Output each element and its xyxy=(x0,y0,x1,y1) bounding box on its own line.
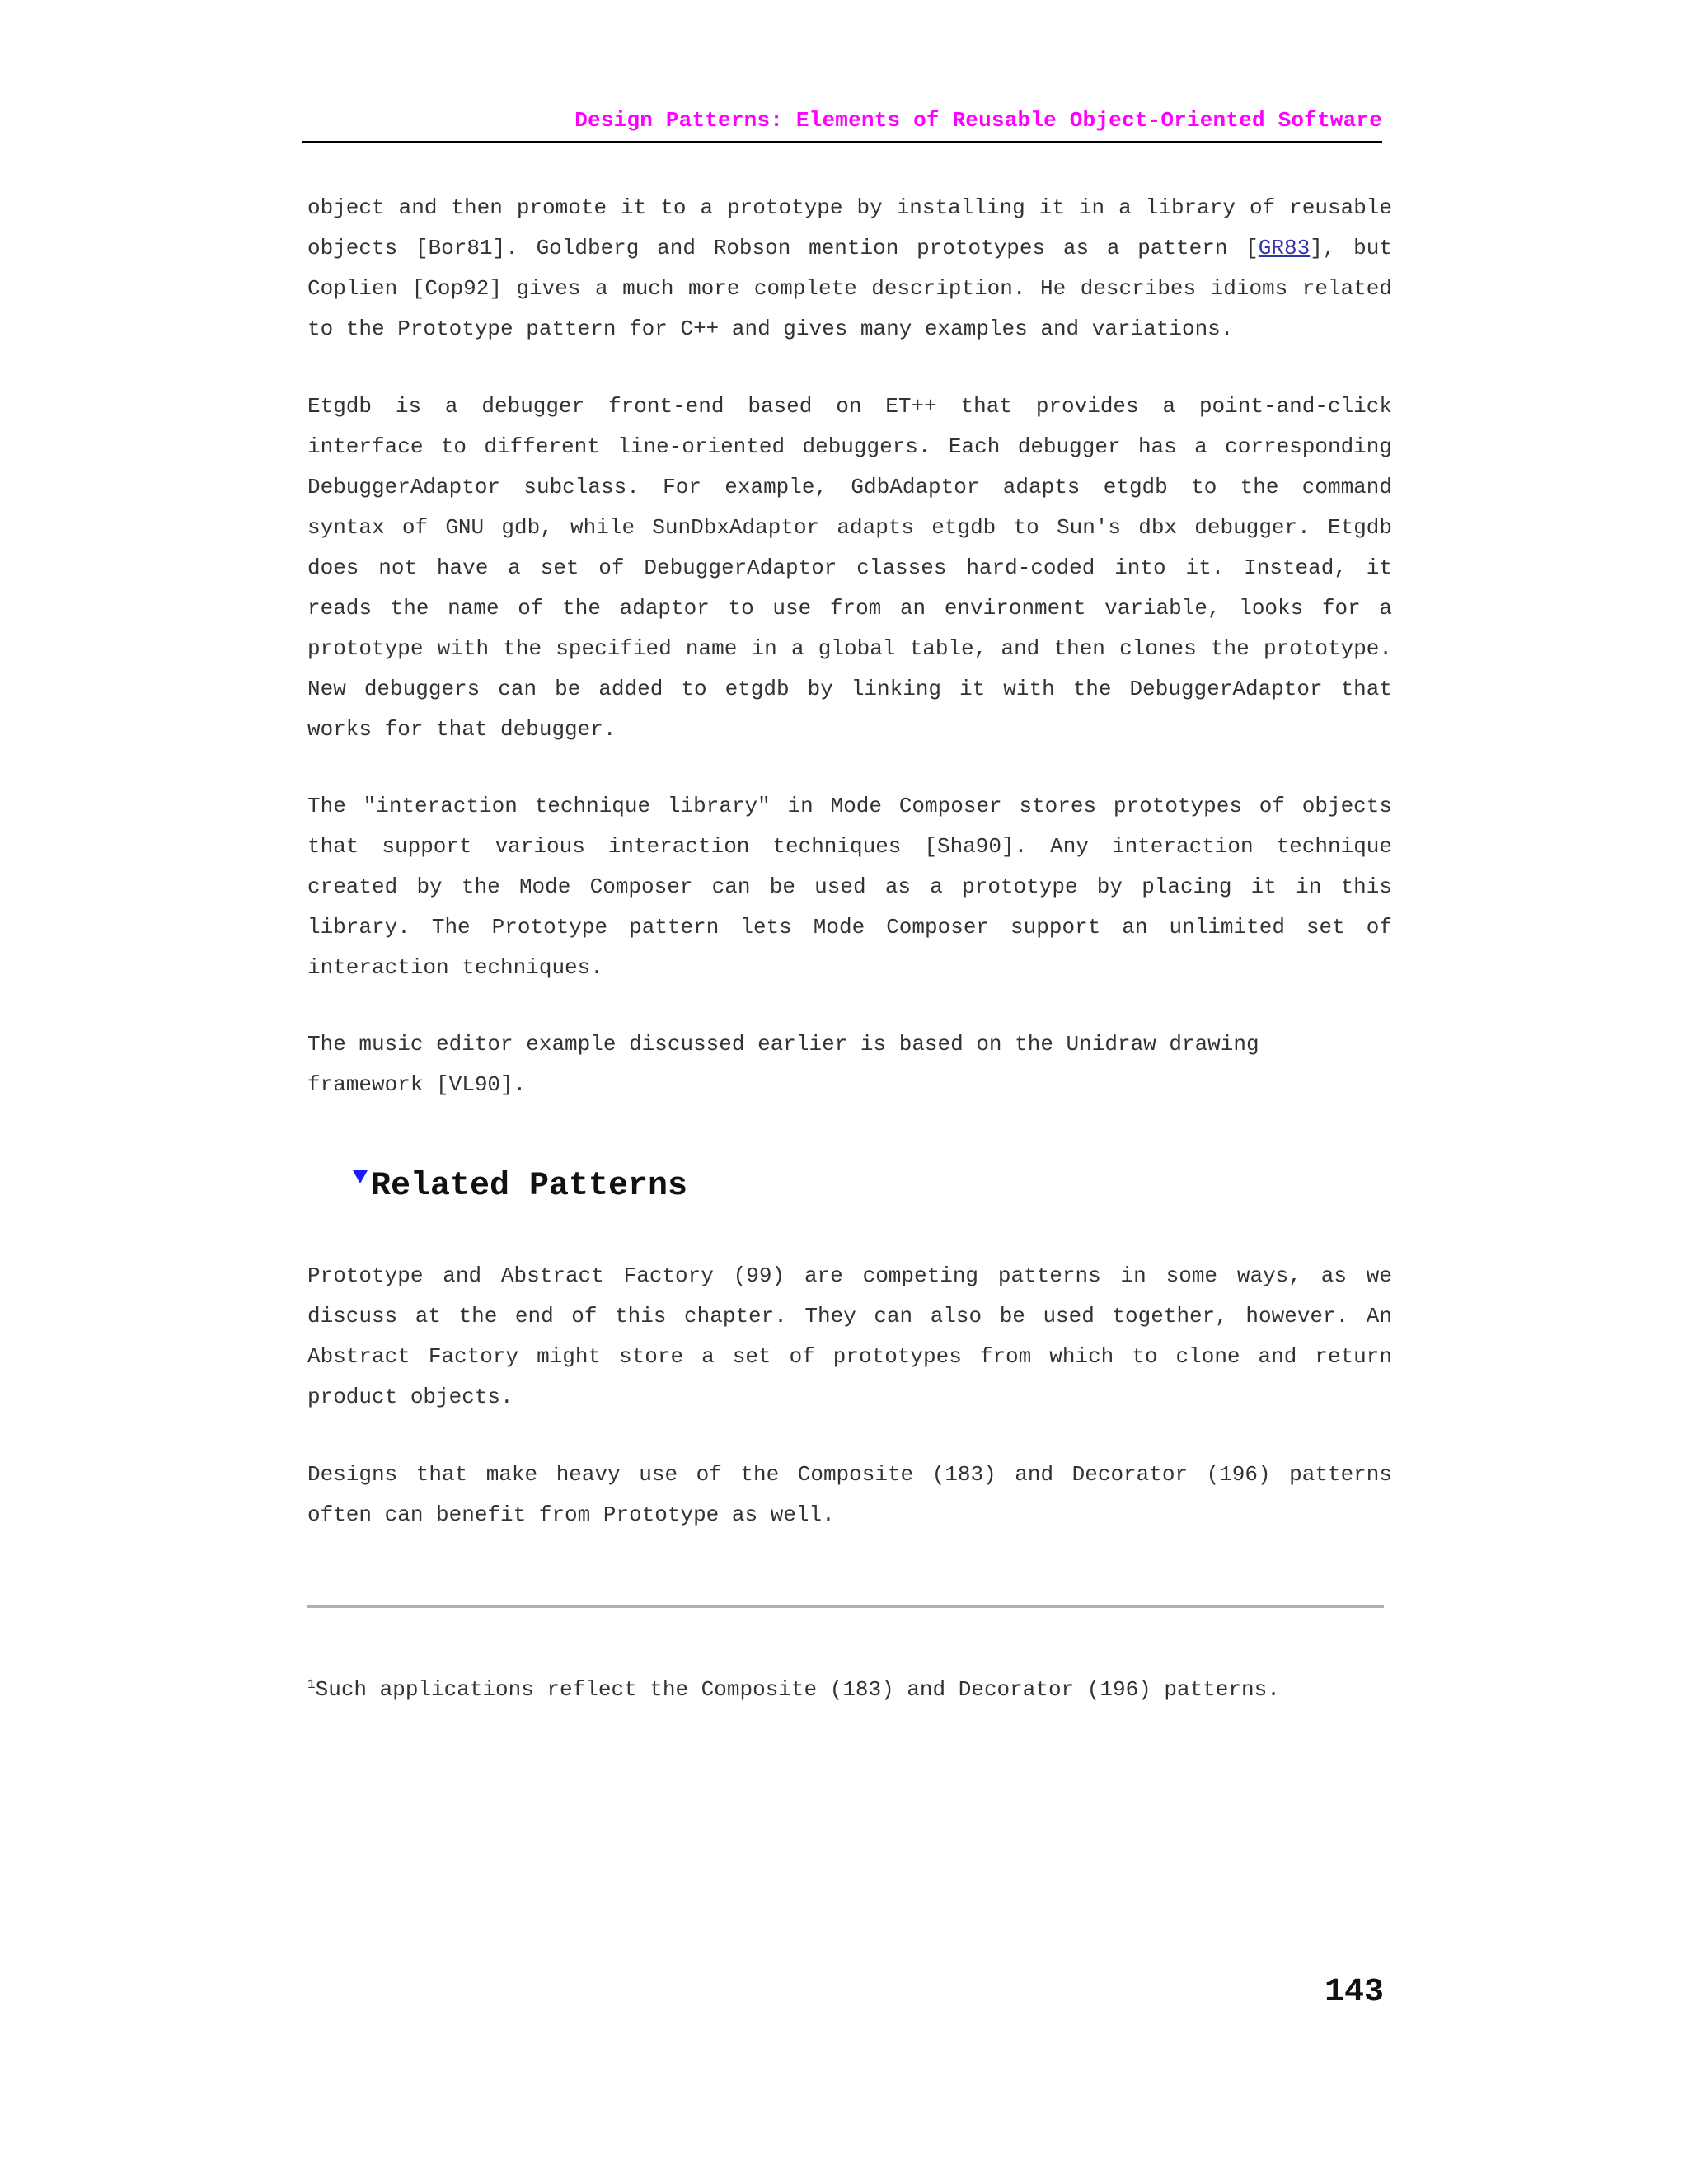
text-line: Designs that make heavy use of the Composite (183) and Decorator (196) patterns xyxy=(307,1462,1392,1487)
text-line: interaction techniques. xyxy=(307,955,603,980)
text-line: interface to different line-oriented debuggers. Each debugger has a corresponding xyxy=(307,434,1392,459)
text-line: Abstract Factory might store a set of prototypes from which to clone and return xyxy=(307,1344,1392,1369)
text-line: DebuggerAdaptor subclass. For example, GdbAdaptor adapts etgdb to the command xyxy=(307,475,1392,499)
text-segment: objects [Bor81]. Goldberg and Robson mention prototypes as a pattern [ xyxy=(307,236,1259,260)
text-line: framework [VL90]. xyxy=(307,1072,527,1097)
text-line: product objects. xyxy=(307,1385,513,1409)
paragraph-composite-decorator xyxy=(307,1455,1392,1535)
paragraph-etgdb xyxy=(307,387,1392,750)
footnote xyxy=(307,1673,1280,1706)
footnote-text: Such applications reflect the Composite (183) and Decorator (196) patterns. xyxy=(315,1677,1280,1702)
section-heading-text: Related Patterns xyxy=(371,1168,688,1205)
text-line: Etgdb is a debugger front-end based on ET++ that provides a point-and-click xyxy=(307,394,1392,419)
text-line: object and then promote it to a prototype by installing it in a library of reusable xyxy=(307,195,1392,220)
text-line: prototype with the specified name in a global table, and then clones the prototype. xyxy=(307,636,1392,661)
reference-link-gr83[interactable]: GR83 xyxy=(1258,236,1311,260)
text-line: syntax of GNU gdb, while SunDbxAdaptor adapts etgdb to Sun's dbx debugger. Etgdb xyxy=(307,515,1392,540)
paragraph-abstract-factory xyxy=(307,1256,1392,1418)
page-number: 143 xyxy=(1324,1974,1384,2011)
running-header-title: Design Patterns: Elements of Reusable Object-Oriented Software xyxy=(574,108,1382,133)
section-heading-related-patterns xyxy=(353,1164,687,1210)
text-line: discuss at the end of this chapter. They can also be used together, however. An xyxy=(307,1304,1392,1329)
text-line: created by the Mode Composer can be used as a prototype by placing it in this xyxy=(307,874,1392,899)
paragraph-music-editor xyxy=(307,1024,1392,1105)
text-line: New debuggers can be added to etgdb by linking it with the DebuggerAdaptor that xyxy=(307,677,1392,701)
text-line: that support various interaction techniques [Sha90]. Any interaction technique xyxy=(307,834,1392,859)
paragraph-mode-composer xyxy=(307,786,1392,988)
text-line: often can benefit from Prototype as well. xyxy=(307,1502,835,1527)
text-line: The music editor example discussed earlier is based on the Unidraw drawing xyxy=(307,1032,1259,1057)
text-line: does not have a set of DebuggerAdaptor classes hard-coded into it. Instead, it xyxy=(307,555,1392,580)
footnote-divider xyxy=(307,1605,1384,1608)
text-line: to the Prototype pattern for C++ and gives many examples and variations. xyxy=(307,316,1234,341)
text-line: works for that debugger. xyxy=(307,717,617,742)
text-segment: ], but xyxy=(1310,236,1392,260)
triangle-down-icon[interactable] xyxy=(353,1170,368,1183)
text-line: Prototype and Abstract Factory (99) are competing patterns in some ways, as we xyxy=(307,1263,1392,1288)
paragraph-prototype-origins xyxy=(307,188,1392,349)
text-line: The "interaction technique library" in Mode Composer stores prototypes of objects xyxy=(307,794,1392,818)
text-line-with-link xyxy=(307,228,1392,269)
text-line: reads the name of the adaptor to use from an environment variable, looks for a xyxy=(307,596,1392,621)
text-line: library. The Prototype pattern lets Mode Composer support an unlimited set of xyxy=(307,915,1392,940)
text-line: Coplien [Cop92] gives a much more complete description. He describes idioms related xyxy=(307,276,1392,301)
header-rule xyxy=(302,141,1382,143)
footnote-marker: 1 xyxy=(307,1677,316,1692)
